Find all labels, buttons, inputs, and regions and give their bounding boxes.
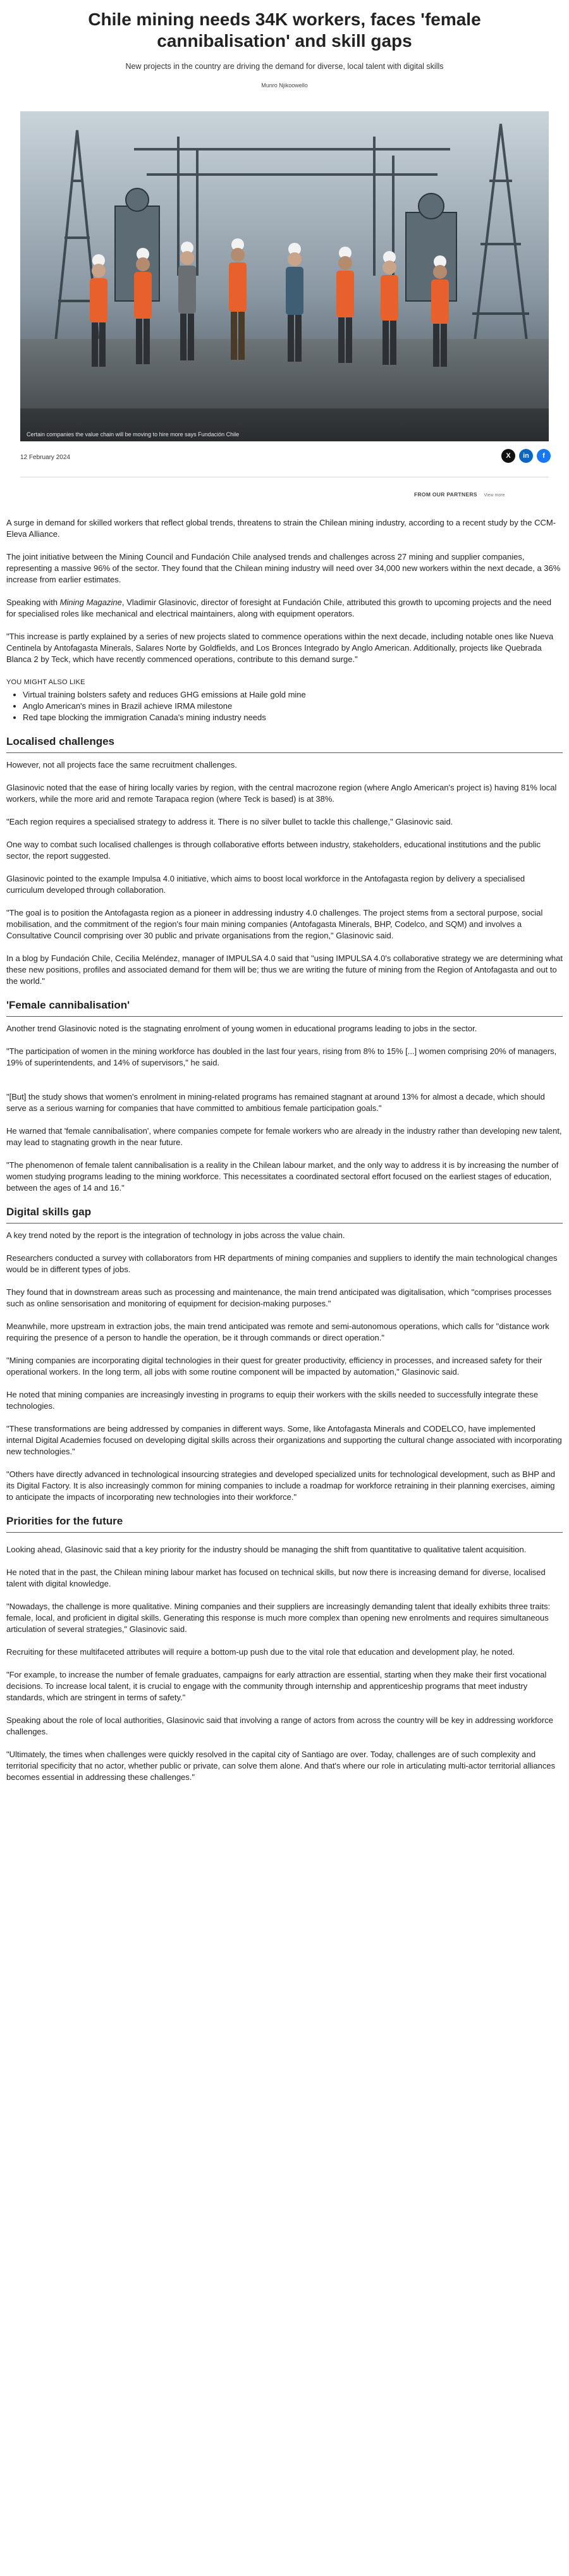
related-articles-list — [6, 689, 563, 723]
section-heading: Digital skills gap — [6, 1205, 563, 1224]
article-header — [0, 0, 569, 89]
headline: Chile mining needs 34K workers, faces 'female cannibalisation' and skill gaps — [88, 9, 481, 51]
paragraph: Researchers conducted a survey with collaborators from HR departments of mining companies and suppliers to identify the main technological changes would be in different types of jobs. — [6, 1253, 558, 1274]
subheadline: New projects in the country are driving the demand for diverse, local talent with digital skills — [125, 62, 444, 71]
related-article-link[interactable]: Virtual training bolsters safety and reduces GHG emissions at Haile gold mine — [23, 690, 306, 699]
publish-date: 12 February 2024 — [20, 454, 70, 461]
paragraph: The joint initiative between the Mining Council and Fundación Chile analysed trends and challenges across 27 mining and supplier companies, representing a massive 96% of the sector. They found that the Chilean mining industry will need over 34,000 new workers within the next decade, a 36% increase from earlier estimates. — [6, 552, 561, 584]
paragraph: A surge in demand for skilled workers that reflect global trends, threatens to strain the Chilean mining industry, according to a recent study by the CCM-Eleva Alliance. — [6, 518, 556, 539]
share-bar — [501, 449, 551, 463]
view-more-link[interactable]: View more — [484, 493, 505, 498]
section-heading: Priorities for the future — [6, 1514, 563, 1533]
paragraph: Another trend Glasinovic noted is the stagnating enrolment of young women in educational programs leading to jobs in the sector. — [6, 1024, 477, 1033]
paragraph: "Nowadays, the challenge is more qualitative. Mining companies and their suppliers are increasingly demanding talent that ideally exhibits three traits: female, local, and proficient in digital skills. Generating this response is much more complex than opening new enrolments and requires simultaneous articulation of several strategies," Glasinovic said. — [6, 1602, 551, 1634]
paragraph: "This increase is partly explained by a series of new projects slated to commence operations within the next decade, including notable ones like Nueva Centinela by Antofagasta Minerals, Salares Norte by Goldfields, and Los Bronces Integrado by Anglo American. Additionally, projects like Quebrada Blanca 2 by Teck, which have recently commenced operations, contribute to this demand surge." — [6, 632, 554, 664]
paragraph-text: Speaking with — [6, 598, 60, 607]
paragraph: One way to combat such localised challenges is through collaborative efforts between industry, stakeholders, educational institutions and the public sector, the report suggested. — [6, 840, 541, 861]
paragraph: "Others have directly advanced in technological insourcing strategies and developed specialized units for technological development, such as BHP and its Digital Factory. It is also increasingly common for mining companies to include a roadmap for workforce retraining in their planning exercises, aiming to anticipate the impacts of incorporating new technologies into their workforce." — [6, 1469, 555, 1502]
paragraph: Glasinovic pointed to the example Impulsa 4.0 initiative, which aims to boost local workforce in the Antofagasta region by delivery a specialised curriculum developed through collaboration. — [6, 874, 525, 895]
related-article[interactable] — [23, 689, 563, 701]
paragraph: However, not all projects face the same recruitment challenges. — [6, 760, 237, 770]
paragraph: He noted that mining companies are increasingly investing in programs to equip their workers with the skills needed to successfully integrate these technologies. — [6, 1390, 539, 1411]
related-article[interactable] — [23, 712, 563, 723]
paragraph: He noted that in the past, the Chilean mining labour market has focused on technical skills, but now there is increasing demand for diverse, localised talent with digital knowledge. — [6, 1567, 546, 1588]
hero-image — [20, 111, 549, 441]
paragraph: Glasinovic noted that the ease of hiring locally varies by region, with the central macrozone region (where Anglo American's project is) having 81% local workers, while the more arid and remote Tarapaca region (where Teck is based) is at 38%. — [6, 783, 557, 804]
paragraph: "Each region requires a specialised strategy to address it. There is no silver bullet to tackle this challenge," Glasinovic said. — [6, 817, 453, 826]
paragraph: "[But] the study shows that women's enrolment in mining-related programs has remained stagnant at around 13% for almost a decade, which should serve as a serious warning for companies that have committed to ambitious female participation goals." — [6, 1092, 545, 1113]
paragraph: "These transformations are being addressed by companies in different ways. Some, like Antofagasta Minerals and CODELCO, have implemented internal Digital Academies focused on developing digital skills across their organizations and supporting the cultural change associated with incorporating new technologies." — [6, 1424, 562, 1456]
you-might-also-like-title: YOU MIGHT ALSO LIKE — [6, 678, 85, 686]
paragraph: "For example, to increase the number of female graduates, campaigns for early attraction are essential, starting when they make their first vocational decisions. To increase local talent, it is crucial to engage with the community through internship and apprenticeship programs that meet industry standards, which are stringent in terms of safety." — [6, 1670, 547, 1702]
paragraph: He warned that 'female cannibalisation', where companies compete for female workers who are already in the industry rather than developing new talent, may lead to stagnating growth in the near future. — [6, 1126, 562, 1147]
related-article-link[interactable]: Anglo American's mines in Brazil achieve IRMA milestone — [23, 701, 233, 711]
paragraph: Looking ahead, Glasinovic said that a key priority for the industry should be managing the shift from quantitative to qualitative talent acquisition. — [6, 1545, 527, 1554]
related-article[interactable] — [23, 701, 563, 712]
hero-photo — [20, 111, 549, 441]
hero-caption: Certain companies the value chain will be moving to hire more says Fundación Chile — [27, 431, 240, 438]
x-share-icon[interactable]: X — [501, 449, 515, 463]
article-body — [6, 517, 563, 1794]
linkedin-share-icon[interactable]: in — [519, 449, 533, 463]
partners-label: FROM OUR PARTNERS — [414, 491, 477, 498]
related-article-link[interactable]: Red tape blocking the immigration Canada's mining industry needs — [23, 713, 266, 722]
paragraph: Recruiting for these multifaceted attributes will require a bottom-up push due to the vital role that education and development play, he noted. — [6, 1647, 515, 1657]
paragraph: They found that in downstream areas such as processing and maintenance, the main trend anticipated was digitalisation, which "comprises processes such as online sensorisation and monitoring of equipment for decision-making purposes." — [6, 1287, 552, 1308]
paragraph: Speaking about the role of local authorities, Glasinovic said that involving a range of actors from across the country will be key in addressing workforce challenges. — [6, 1715, 553, 1736]
paragraph — [6, 597, 563, 620]
paragraph: "The participation of women in the mining workforce has doubled in the last four years, rising from 8% to 15% [...] women comprising 20% of managers, 19% of superintendents, and 14% of supervisors," he said. — [6, 1046, 557, 1067]
paragraph: In a blog by Fundación Chile, Cecilia Meléndez, manager of IMPULSA 4.0 said that "using IMPULSA 4.0's collaborative strategy we are determining what these new positions, profiles and associated demand for them will be; thus we are writing the future of mining from the Region of Antofagasta and out to the world." — [6, 954, 563, 986]
paragraph: "Ultimately, the times when challenges were quickly resolved in the capital city of Santiago are over. Today, challenges are of such complexity and territorial specificity that no actor, whether public or private, can solve them alone. And that's where our role in articulating multi-actor territorial alliances becomes essential in addressing these challenges." — [6, 1750, 556, 1782]
section-heading: 'Female cannibalisation' — [6, 998, 563, 1017]
paragraph: A key trend noted by the report is the integration of technology in jobs across the value chain. — [6, 1230, 345, 1240]
paragraph: "Mining companies are incorporating digital technologies in their quest for greater productivity, efficiency in processes, and increased safety for their operational workers. In the long term, all jobs with some routine component will be impacted by automation," Glasinovic said. — [6, 1356, 542, 1377]
paragraph-text: , Vladimir Glasinovic, director of foresight at Fundación Chile, attributed this growth to upcoming projects and the need for specialised roles like mechanical and electrical maintainers, along with equipment operators. — [6, 598, 552, 618]
section-heading: Localised challenges — [6, 735, 563, 753]
facebook-share-icon[interactable]: f — [537, 449, 551, 463]
author-name[interactable]: Munro Njikoowello — [261, 82, 308, 89]
publication-name: Mining Magazine — [59, 598, 122, 607]
partners-bar — [414, 491, 505, 498]
paragraph: Meanwhile, more upstream in extraction jobs, the main trend anticipated was remote and semi-autonomous operations, which calls for "distance work requiring the presence of a person to handle the operation, be it through commands or direct operation." — [6, 1322, 549, 1342]
paragraph: "The phenomenon of female talent cannibalisation is a reality in the Chilean labour market, and the only way to address it is by increasing the number of women studying programs leading to the mining workforce. This necessitates a coordinated sectoral effort focused on the earliest stages of education, between the ages of 14 and 16." — [6, 1160, 559, 1193]
paragraph: "The goal is to position the Antofagasta region as a pioneer in addressing industry 4.0 challenges. The project stems from a sectoral purpose, social mobilisation, and the commitment of the region's four main mining companies (Antofagasta Minerals, BHP, Codelco, and SQM) and involves a Consultative Council comprising over 30 public and private organisations from the region," Glasinovic said. — [6, 908, 543, 940]
